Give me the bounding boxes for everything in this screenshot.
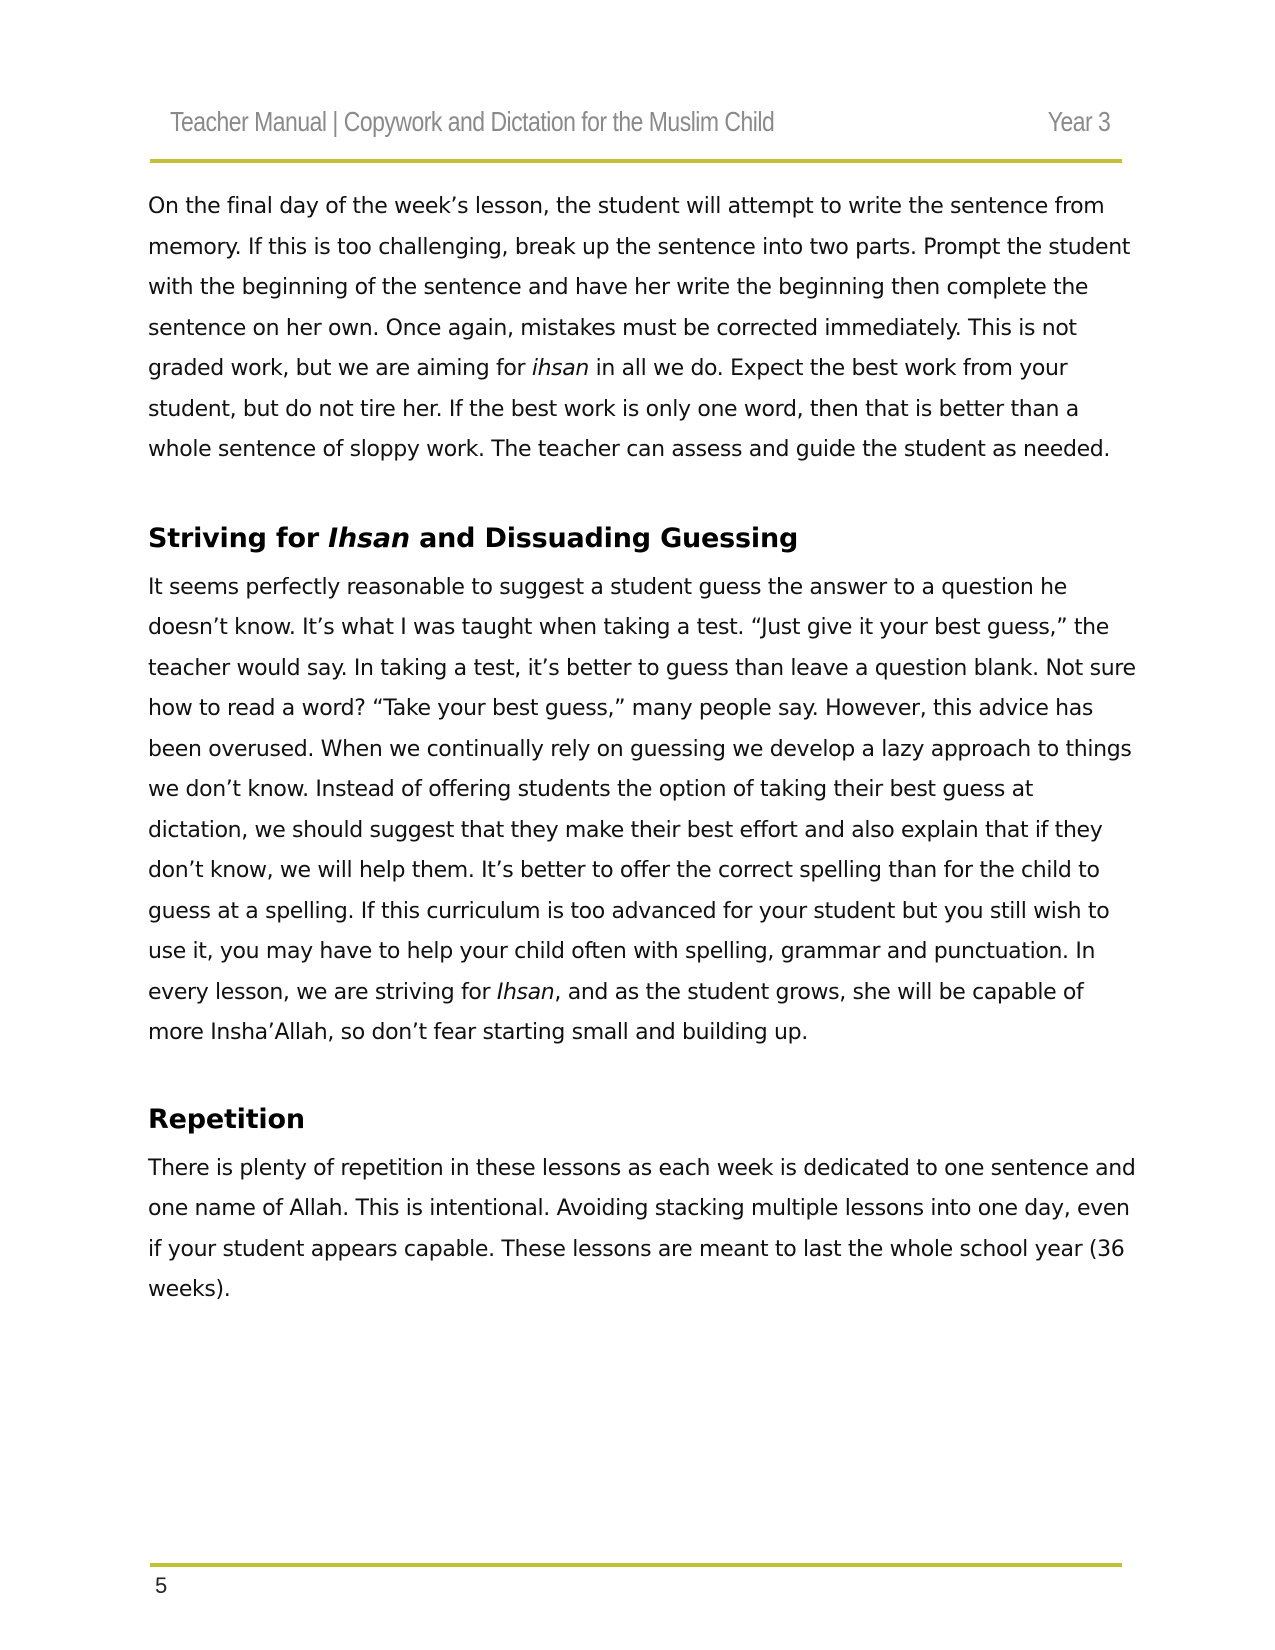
- intro-text-1: On the final day of the week’s lesson, the student will attempt to write the sentence from memory. If this is too challenging, break up the sentence into two parts. Prompt the student with the beginning of the sentence and have her write the beginning then complete the sentence on her own. Once again, mistakes must be corrected immediately. This is not graded work, but we are aiming for: [148, 194, 1131, 381]
- guessing-text-1: It seems perfectly reasonable to suggest a student guess the answer to a question he doesn’t know. It’s what I was taught when taking a test. “Just give it your best guess,” the teacher would say. In taking a test, it’s better to guess than leave a question blank. Not sure how to read a word? “Take your best guess,” many people say. However, this advice has been overused. When we continually rely on guessing we develop a lazy approach to things we don’t know. Instead of offering students the option of taking their best guess at dictation, we should suggest that they make their best effort and also explain that if they don’t know, we will help them. It’s better to offer the correct spelling than for the child to guess at a spelling. If this curriculum is too advanced for your student but you still wish to use it, you may have to help your child often with spelling, grammar and punctuation. In every lesson, we are striving for: [148, 574, 1136, 1005]
- section-heading-ihsan-part2: and Dissuading Guessing: [409, 522, 799, 554]
- intro-italic-ihsan: ihsan: [531, 356, 590, 381]
- section-heading-ihsan-italic: Ihsan: [328, 522, 410, 554]
- guessing-italic-ihsan: Ihsan: [496, 979, 555, 1005]
- guessing-text-2: , and as the student grows, she will be capable of more Insha’Allah, so don’t fear starting small and building up.: [148, 979, 1084, 1045]
- page-content: [148, 187, 1138, 1311]
- section-heading-repetition: Repetition: [148, 1103, 305, 1135]
- page-number: 5: [155, 1573, 168, 1598]
- header-year: Year 3: [1047, 106, 1110, 137]
- section-heading-ihsan-part1: Striving for: [148, 522, 329, 554]
- guessing-paragraph: [148, 568, 1138, 1054]
- page-header: [170, 106, 1110, 146]
- intro-text-2: in all we do. Expect the best work from your student, but do not tire her. If the best work is only one word, then that is better than a whole sentence of sloppy work. The teacher can assess and guide the student as needed.: [148, 356, 1111, 462]
- footer-rule: [150, 1563, 1122, 1567]
- repetition-paragraph: There is plenty of repetition in these lessons as each week is dedicated to one sentence and one name of Allah. This is intentional. Avoiding stacking multiple lessons into one day, even if your student appears capable. These lessons are meant to last the whole school year (36 weeks).: [148, 1155, 1136, 1302]
- intro-paragraph: [148, 187, 1138, 471]
- header-rule: [150, 159, 1122, 163]
- header-title: Teacher Manual | Copywork and Dictation for the Muslim Child: [170, 106, 775, 137]
- section-heading-ihsan: [148, 523, 1138, 554]
